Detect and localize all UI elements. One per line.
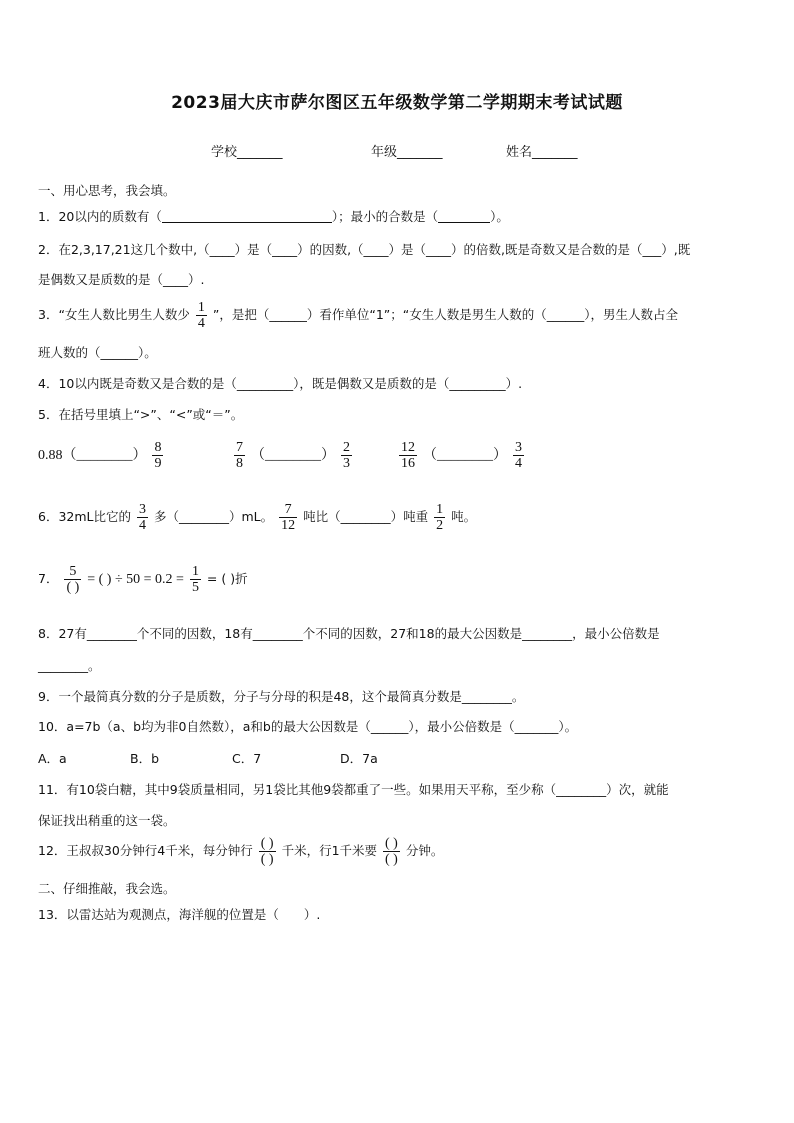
name-field: 姓名_______ — [506, 145, 578, 160]
question-8-line-1: 8．27有________个不同的因数，18有________个不同的因数，27和18的最大公因数是________，最小公倍数是 — [38, 626, 660, 641]
compare-blank: （________） — [422, 448, 507, 463]
question-1 — [38, 207, 509, 225]
compare-item-1 — [38, 440, 165, 471]
section-heading-1: 一、用心思考，我会填。 — [38, 183, 176, 198]
fraction: $\frac{1}{2}$ — [436, 502, 444, 533]
question-12 — [38, 836, 443, 867]
fraction: $\frac{3}{4}$ — [138, 502, 146, 533]
section-heading-2: 二、仔细推敲，我会选。 — [38, 881, 176, 896]
fraction: $\frac{7}{12}$ — [281, 502, 296, 533]
question-9: 9．一个最简真分数的分子是质数，分子与分母的积是48，这个最简真分数是________。 — [38, 689, 525, 704]
question-13: 13．以雷达站为观测点，海洋舰的位置是（ ）. — [38, 907, 321, 922]
question-3 — [38, 300, 678, 331]
question-2-line-1: 2．在2,3,17,21这几个数中,（____）是（____）的因数,（____）是（____）的倍数,既是奇数又是合数的是（___）,既 — [38, 242, 691, 257]
fraction: $\frac{3}{4}$ — [514, 440, 522, 471]
answer-blank — [162, 221, 332, 223]
fraction: $\frac{7}{8}$ — [236, 440, 243, 471]
page-title: 2023届大庆市萨尔图区五年级数学第二学期期末考试试题 — [171, 93, 623, 113]
compare-item-2 — [232, 440, 354, 471]
q3-text-a: 3．“女生人数比男生人数少 — [38, 307, 190, 322]
q6-text-d: 吨。 — [451, 509, 477, 524]
q6-text-c: 吨比（________）吨重 — [303, 509, 429, 524]
q10-option-d: D．7a — [340, 751, 378, 766]
compare-blank: （________） — [250, 448, 335, 463]
fraction: $\frac{( )}{( )}$ — [385, 836, 398, 867]
fraction: $\frac{5}{( )}$ — [66, 564, 80, 595]
q10-option-b: B．b — [130, 751, 160, 766]
q1-text-c: ）。 — [490, 209, 509, 224]
compare-item-3 — [397, 440, 526, 471]
compare-left: 0.88（________） — [38, 448, 147, 463]
question-11-line-2: 保证找出稍重的这一袋。 — [38, 813, 176, 828]
q6-text-b: 多（________）mL。 — [153, 509, 274, 524]
question-3-line-2: 班人数的（______）。 — [38, 345, 157, 360]
q7-text-a: 7． — [38, 571, 59, 586]
question-5: 5．在括号里填上“>”、“<”或“＝”。 — [38, 407, 244, 422]
q12-text-c: 分钟。 — [405, 843, 444, 858]
q1-text-b: ）；最小的合数是（ — [331, 209, 439, 224]
fraction: $\frac{1}{5}$ — [191, 564, 199, 595]
school-field: 学校_______ — [211, 145, 283, 160]
q3-text-b: ”，是把（______）看作单位“1”；“女生人数是男生人数的（______），男生人数占全 — [212, 307, 679, 322]
question-11-line-1: 11．有10袋白糖，其中9袋质量相同，另1袋比其他9袋都重了一些。如果用天平称，至少称（________）次，就能 — [38, 782, 669, 797]
question-7 — [38, 564, 248, 595]
q6-text-a: 6．32mL比它的 — [38, 509, 131, 524]
answer-blank — [438, 221, 490, 223]
q12-text-a: 12．王叔叔30分钟行4千米，每分钟行 — [38, 843, 253, 858]
fraction: $\frac{2}{3}$ — [342, 440, 350, 471]
q7-text-c: = ( )折 — [206, 571, 248, 586]
fraction: $\frac{12}{16}$ — [401, 440, 415, 471]
question-10: 10．a=7b（a、b均为非0自然数），a和b的最大公因数是（______），最小公倍数是（_______）。 — [38, 719, 578, 734]
q10-option-c: C．7 — [232, 751, 262, 766]
fraction: $\frac{8}{9}$ — [154, 440, 162, 471]
grade-field: 年级_______ — [371, 145, 443, 160]
question-4: 4．10以内既是奇数又是合数的是（_________），既是偶数又是质数的是（_________）. — [38, 376, 523, 391]
fraction: $\frac{1}{4}$ — [197, 300, 205, 331]
fraction: $\frac{( )}{( )}$ — [260, 836, 274, 867]
question-2-line-2: 是偶数又是质数的是（____）. — [38, 272, 205, 287]
q10-option-a: A．a — [38, 751, 67, 766]
q12-text-b: 千米，行1千米要 — [281, 843, 378, 858]
q7-text-b: = ( ) ÷ 50 = 0.2 = — [87, 572, 184, 587]
question-8-line-2: ________。 — [38, 658, 101, 673]
question-6 — [38, 502, 476, 533]
q1-text-a: 1．20以内的质数有（ — [38, 209, 162, 224]
